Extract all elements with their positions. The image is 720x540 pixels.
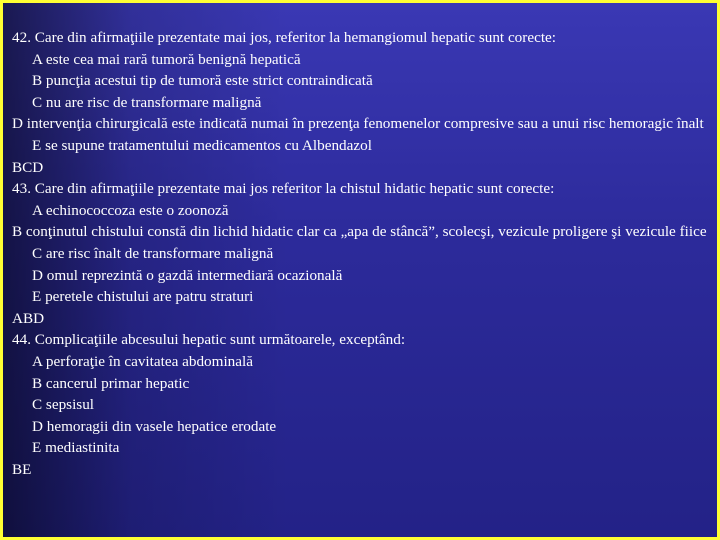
q44-option-c: C sepsisul [32, 396, 95, 414]
slide-content [12, 27, 712, 480]
q44-answer: BE [12, 460, 32, 478]
q44-option-d: D hemoragii din vasele hepatice erodate [32, 417, 277, 435]
q42-option-e: E se supune tratamentului medicamentos cu Albendazol [32, 136, 372, 154]
q42-option-a: A este cea mai rară tumoră benignă hepatică [32, 50, 301, 68]
q42-option-d: D intervenţia chirurgicală este indicată numai în prezenţa fenomenelor compresive sau a unui risc hemoragic înalt [12, 115, 704, 133]
q43-answer: ABD [12, 309, 45, 327]
question-43-title: 43. Care din afirmaţiile prezentate mai jos referitor la chistul hidatic hepatic sunt corecte: [12, 180, 555, 198]
q43-option-b: B conţinutul chistului constă din lichid hidatic clar ca „apa de stâncă”, scolecşi, vezicule proligere şi vezicule fiice [12, 223, 707, 241]
q43-option-c: C are risc înalt de transformare malignă [32, 244, 274, 262]
question-42-title: 42. Care din afirmaţiile prezentate mai jos, referitor la hemangiomul hepatic sunt corecte: [12, 29, 556, 46]
question-44-title: 44. Complicaţiile abcesului hepatic sunt următoarele, exceptând: [12, 331, 406, 349]
q43-option-e: E peretele chistului are patru straturi [32, 288, 254, 306]
q44-option-e: E mediastinita [32, 439, 120, 457]
q42-option-b: B puncţia acestui tip de tumoră este strict contraindicată [32, 72, 373, 90]
q43-option-d: D omul reprezintă o gazdă intermediară ocazională [32, 266, 343, 284]
q42-option-c: C nu are risc de transformare malignă [32, 93, 262, 111]
q44-option-b: B cancerul primar hepatic [32, 374, 190, 392]
q43-option-a: A echinococcoza este o zoonoză [32, 201, 229, 219]
q44-option-a: A perforaţie în cavitatea abdominală [32, 352, 253, 370]
q42-answer: BCD [12, 158, 44, 176]
